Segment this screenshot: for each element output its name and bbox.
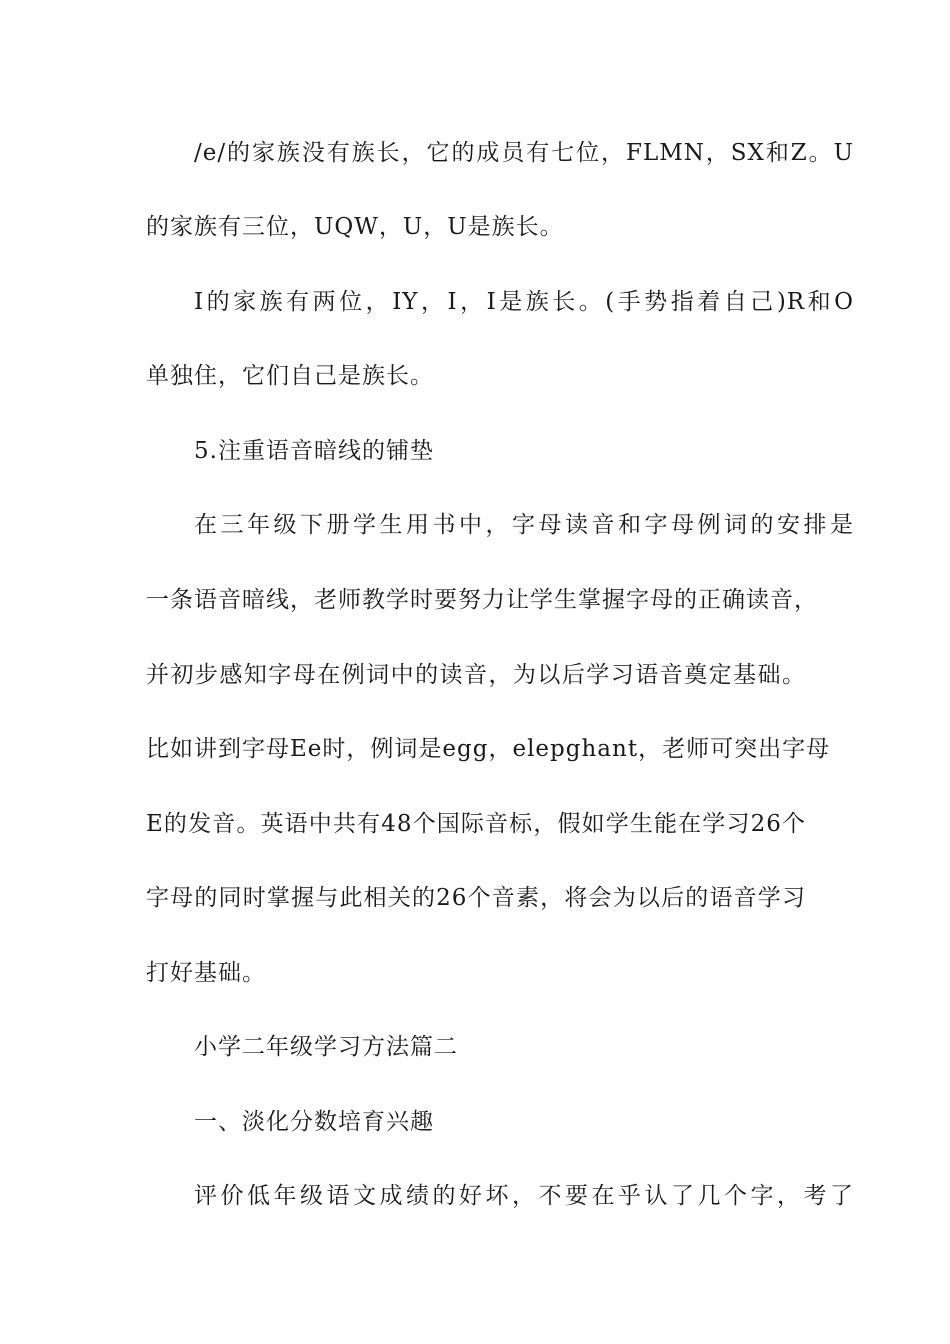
paragraph-line: I的家族有两位，IY，I，I是族长。(手势指着自己)R和O [194,289,854,315]
paragraph-line: E的发音。英语中共有48个国际音标，假如学生能在学习26个 [146,811,806,837]
paragraph-line: /e/的家族没有族长，它的成员有七位，FLMN，SX和Z。U [194,140,854,166]
paragraph-line: 打好基础。 [146,960,266,986]
section-title: 小学二年级学习方法篇二 [194,1034,458,1060]
section-heading: 一、淡化分数培育兴趣 [194,1109,434,1135]
paragraph-line: 并初步感知字母在例词中的读音，为以后学习语音奠定基础。 [146,662,806,688]
paragraph-line: 一条语音暗线，老师教学时要努力让学生掌握字母的正确读音， [146,587,818,613]
paragraph-line: 比如讲到字母Ee时，例词是egg，elepghant，老师可突出字母 [146,736,831,762]
paragraph-line: 评价低年级语文成绩的好坏，不要在乎认了几个字，考了 [194,1183,854,1209]
paragraph-line: 单独住，它们自己是族长。 [146,363,434,389]
section-heading: 5.注重语音暗线的铺垫 [194,438,434,464]
paragraph-line: 字母的同时掌握与此相关的26个音素，将会为以后的语音学习 [146,885,806,911]
paragraph-line: 的家族有三位，UQW，U，U是族长。 [146,214,564,240]
paragraph-line: 在三年级下册学生用书中，字母读音和字母例词的安排是 [194,512,854,538]
